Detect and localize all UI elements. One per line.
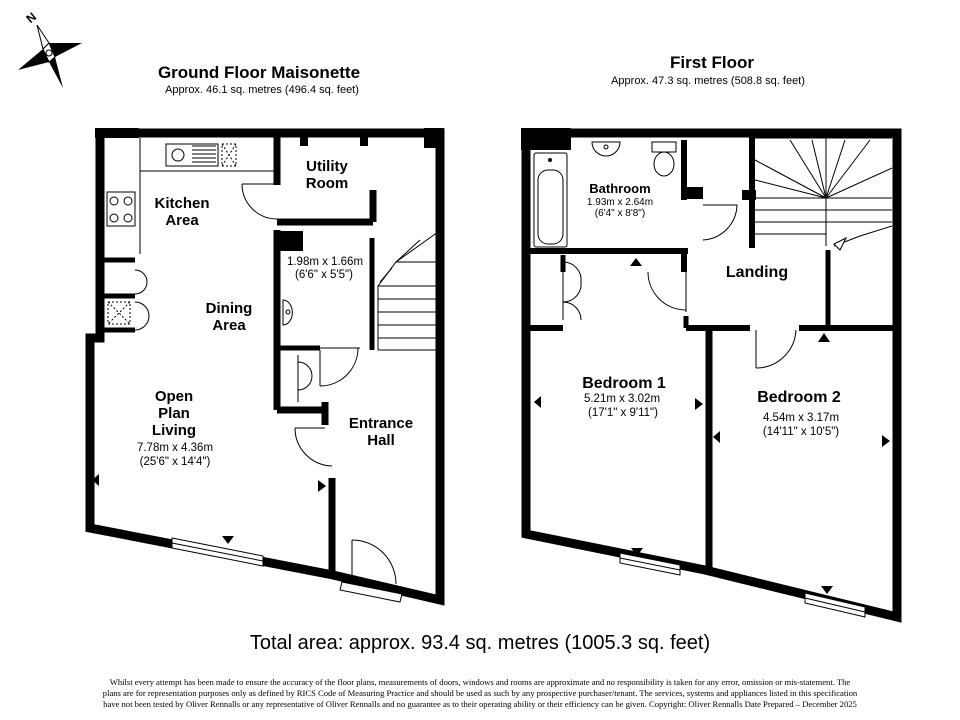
dining-label: Dining (205, 300, 253, 317)
wc-dimensions-metric: 1.98m x 1.66m (286, 256, 364, 268)
entrance-door (340, 540, 402, 602)
living-label-2: Plan (158, 405, 190, 422)
bedroom1-dimensions-metric: 5.21m x 3.02m (583, 393, 661, 405)
disclaimer-line-2: plans are for representation purposes only as defined by RICS Code of Measuring Practice and should be used as such by any prospective purchaser/tenant. The services, systems and appliances listed in this specification (102, 688, 858, 699)
ground-floor-plan (90, 128, 444, 602)
first-floor-staircase-icon (755, 138, 892, 250)
toilet-icon (652, 142, 676, 176)
first-floor-title: First Floor (669, 53, 755, 72)
wc-dimensions-imperial: (6'6" x 5'5") (295, 269, 353, 281)
bathroom-dimensions-imperial: (6'4" x 8'8") (594, 208, 646, 219)
bedroom2-label: Bedroom 2 (757, 389, 841, 406)
bedroom2-dimensions-imperial: (14'11" x 10'5") (762, 426, 840, 438)
bedroom2-dimensions-metric: 4.54m x 3.17m (762, 412, 840, 424)
living-dimensions-metric: 7.78m x 4.36m (136, 442, 214, 454)
living-dimensions-imperial: (25'6" x 14'4") (139, 456, 211, 468)
landing-label: Landing (725, 264, 789, 281)
utility-label: Utility (306, 158, 348, 175)
bath-icon (534, 153, 567, 247)
living-window (172, 538, 263, 566)
hall-label-2: Hall (367, 432, 395, 449)
ground-floor-title: Ground Floor Maisonette (157, 63, 361, 82)
ground-floor-area: Approx. 46.1 sq. metres (496.4 sq. feet) (165, 84, 359, 96)
bedroom2-window (805, 593, 865, 617)
ground-staircase-icon (378, 232, 438, 350)
total-area-summary: Total area: approx. 93.4 sq. metres (1005.3 sq. feet) (249, 632, 711, 654)
first-floor-area: Approx. 47.3 sq. metres (508.8 sq. feet) (611, 75, 805, 87)
hall-label: Entrance (348, 415, 414, 432)
kitchen-label-2: Area (165, 212, 199, 229)
disclaimer-line-3: have not been tested by Oliver Rennalls or any representative of Oliver Rennalls and no guarantee as to their operating ability or their efficiency can be given. Copyright: Oliver Rennalls Date Prepared – December 2025 (103, 699, 857, 710)
bathroom-dimensions-metric: 1.93m x 2.64m (586, 197, 654, 208)
kitchen-label: Kitchen (154, 195, 210, 212)
disclaimer-text (8, 677, 952, 711)
utility-label-2: Room (305, 175, 349, 192)
compass-rose-icon (18, 10, 82, 88)
bathroom-label: Bathroom (589, 181, 651, 196)
first-floor-plan (521, 128, 897, 617)
hob-icon (107, 192, 135, 226)
bedroom1-label: Bedroom 1 (582, 375, 666, 392)
dining-label-2: Area (212, 317, 246, 334)
bedroom1-dimensions-imperial: (17'1" x 9'11") (588, 407, 658, 419)
kitchen-sink-icon (166, 144, 236, 166)
living-label: Open (154, 388, 194, 405)
living-label-3: Living (151, 422, 197, 439)
disclaimer-line-1: Whilst every attempt has been made to ensure the accuracy of the floor plans, measurements of doors, windows and rooms are approximate and no responsibility is taken for any error, omission or mis-statement. The (109, 677, 851, 687)
compass-north-label: N (23, 9, 40, 26)
